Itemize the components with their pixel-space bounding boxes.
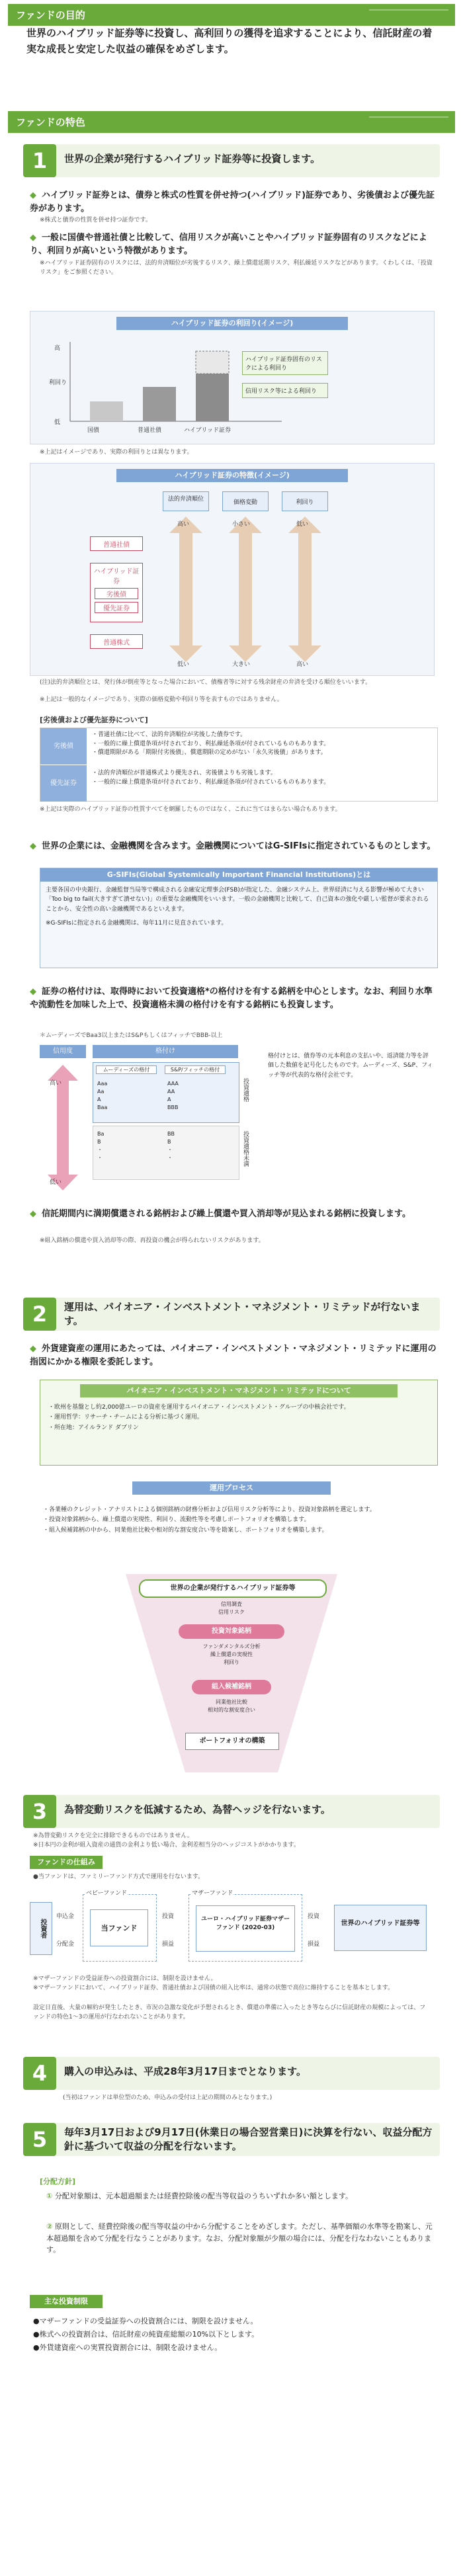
feature-5-title: 毎年3月17日および9月17日(休業日の場合翌営業日)に決算を行ない、収益分配方針に基づいて収益の分配を行ないます。 <box>64 2126 433 2152</box>
sub-pref-table <box>40 727 438 802</box>
table-source: ※上記は実際のハイブリッド証券の性質すべてを網羅したものではなく、これに当てはまらない場合もあります。 <box>40 806 341 813</box>
rating-sp-list: AAA AA A BBB <box>167 1081 179 1110</box>
table-row1-body <box>92 731 433 758</box>
scheme-diagram <box>30 1889 433 1968</box>
gsifi-note: ※G-SIFIsに指定される金融機関は、毎年11月に見直されています。 <box>46 920 228 927</box>
chart2-note: (注)法的弁済順位とは、発行体が倒産等となった場合において、債権者等に対する残余財産の弁済を受ける順位をいいます。 <box>40 679 372 686</box>
scheme-mother-frame <box>189 1890 302 1962</box>
scheme-dist: 分配金 <box>56 1941 75 1948</box>
feature-3-note-2: ※日本円の金利が組入資産の通貨の金利より低い場合、金利差相当分のヘッジコストがかかります。 <box>33 1842 300 1849</box>
feature-1-bullet-5: ◆ 信託期間内に満期償還される銘柄および繰上償還や買入消却等が見込まれる銘柄に投資します。 <box>30 1209 411 1219</box>
rating-hy-sp: BB B ・ ・ <box>167 1131 175 1161</box>
funnel-3b: 相対的な割安度合い <box>208 1707 255 1713</box>
features-heading: ファンドの特色 <box>8 111 455 133</box>
pioneer-line-2: ・運用哲学：リサーチ・チームによる分析に基づく運用。 <box>48 1414 203 1421</box>
table-row1-head: 劣後債 <box>40 728 87 765</box>
gsifi-box <box>40 868 438 968</box>
rating-hy-label: 投資適格未満 <box>242 1131 249 1167</box>
feature-1-bullet-1-note: ※株式と債券の性質を併せ持つ証券です。 <box>40 217 151 224</box>
funnel-step-4: ポートフォリオの構築 <box>185 1733 279 1750</box>
label-hybrid: ハイブリッド証券 <box>93 568 140 585</box>
scheme-apply: 申込金 <box>56 1913 75 1920</box>
scheme-text: ●当ファンドは、ファミリーファンド方式で運用を行ないます。 <box>33 1874 204 1880</box>
table-row2-body <box>92 769 433 787</box>
feature-2-number: 2 <box>23 1298 56 1331</box>
arrow3-top: 低い <box>296 521 309 528</box>
feature-1-bullet-4: ◆ 証券の格付けは、取得時において投資適格*の格付けを有する銘柄を中心とします。なお、利回り水準や流動性を加味した上で、投資適格未満の格付けを有する銘柄にも投資します。 <box>30 987 433 1010</box>
process-text <box>43 1505 427 1536</box>
funnel-2b: 繰上償還の実現性 <box>210 1651 253 1657</box>
label-subordinated: 劣後債 <box>95 588 138 599</box>
rating-hy-moody: Ba B ・ ・ <box>97 1131 105 1161</box>
feature-5-header <box>23 2123 440 2156</box>
chart1-cat-1: 国債 <box>87 427 100 434</box>
table-row2-line1: ・法的弁済順位が普通株式より優先され、劣後債よりも劣後します。 <box>92 770 276 776</box>
chart1-note-2: 信用リスク等による利回り <box>242 383 328 398</box>
feature-1-bullet-4-note: ＊ムーディーズでBaa3以上またはS&PもしくはフィッチでBBB-以上 <box>40 1032 223 1039</box>
scheme-note-1: ※マザーファンドの受益証券への投資割合には、制限を設けません。 <box>33 1975 217 1982</box>
hybrid-features-panel <box>30 463 435 676</box>
funnel-step-1-details <box>198 1600 265 1616</box>
arrow2-top: 小さい <box>232 521 251 528</box>
process-line-1: ・各業種のクレジット・アナリストによる個別銘柄の財務分析および信用リスク分析等により、投資対象銘柄を選定します。 <box>43 1507 376 1513</box>
purpose-text: 世界のハイブリッド証券等に投資し、高利回りの獲得を追求することにより、信託財産の着実な成長と安定した収益の確保をめざします。 <box>26 27 433 55</box>
feature-1-header <box>23 144 440 177</box>
gsifi-title: G-SIFIs(Global Systemically Important Financial Institutions)とは <box>40 868 437 882</box>
feature-1-bullet-5-note: ※組入銘柄の償還や買入消却等の際、再投資の機会が得られないリスクがあります。 <box>40 1237 265 1244</box>
feature-2-title: 運用は、パイオニア・インベストメント・マネジメント・リミテッドが行ないます。 <box>64 1301 421 1327</box>
pioneer-box-body <box>40 1401 437 1434</box>
col-price-change: 価格変動 <box>222 491 269 511</box>
funnel-step-3-details <box>192 1698 271 1714</box>
feature-4-header <box>23 2057 440 2090</box>
feature-3-title: 為替変動リスクを低減するため、為替ヘッジを行ないます。 <box>64 1804 331 1815</box>
feature-1-bullet-3: ◆ 世界の企業には、金融機関を含みます。金融機関についてはG-SIFIsに指定されているものとします。 <box>30 841 436 851</box>
table-row1-line1: ・普通社債に比べて、法的弁済順位が劣後した債券です。 <box>92 731 247 738</box>
feature-3-header <box>23 1795 440 1828</box>
bar-hybrid-premium <box>196 351 229 374</box>
funnel-2c: 利回り <box>224 1659 239 1665</box>
label-hybrid-group <box>90 563 143 622</box>
rating-moody-list: Aaa Aa A Baa <box>97 1081 108 1110</box>
chart1-cat-2: 普通社債 <box>138 427 162 434</box>
rating-invest-label: 投資適格 <box>242 1078 249 1102</box>
funnel-step-1: 世界の企業が発行するハイブリッド証券等 <box>139 1579 327 1598</box>
col-legal-priority: 法的弁済順位 <box>163 491 209 511</box>
arrow2-bottom: 大きい <box>232 661 251 668</box>
label-preferred: 優先証券 <box>95 602 138 613</box>
feature-1-number: 1 <box>23 144 56 177</box>
rating-sp-head: S&P/フィッチの格付 <box>165 1065 226 1074</box>
limits-title: 主な投資制限 <box>30 2295 103 2308</box>
funnel-1a: 信用調査 <box>221 1601 242 1607</box>
chart1-source: ※上記はイメージであり、実際の利回りとは異なります。 <box>40 449 193 456</box>
funnel-2a: ファンダメンタルズ分析 <box>202 1643 261 1649</box>
pioneer-line-3: ・所在地：アイルランド ダブリン <box>48 1424 139 1431</box>
limit-3: ●外貨建資産への実質投資割合には、制限を設けません。 <box>33 2343 222 2352</box>
chart1-low-label: 低 <box>54 419 61 426</box>
rating-moody-head: ムーディーズの格付 <box>96 1065 157 1074</box>
policy-title: [分配方針] <box>40 2177 76 2186</box>
feature-2-bullet-1: ◆ 外貨建資産の運用にあたっては、パイオニア・インベストメント・マネジメント・リミテッドに運用の指図にかかる権限を委託します。 <box>30 1344 437 1367</box>
label-corporate-bond: 普通社債 <box>90 536 143 551</box>
feature-1-bullet-1: ◆ ハイブリッド証券とは、債券と株式の性質を併せ持つ(ハイブリッド)証券であり、劣後債および優先証券があります。 <box>30 190 435 214</box>
label-common-stock: 普通株式 <box>90 634 143 649</box>
scheme-mother-label: マザーファンド <box>192 1888 233 1897</box>
purpose-heading: ファンドの目的 <box>8 4 455 26</box>
feature-4-number: 4 <box>23 2057 56 2090</box>
scheme-note-2: ※マザーファンドにおいて、ハイブリッド証券、普通社債および国債の組入比率は、通常の状態で高位に維持することを基本とします。 <box>33 1985 394 1991</box>
chart1-high-label: 高 <box>54 345 61 352</box>
rating-figure <box>40 1045 437 1197</box>
gsifi-text: 主要各国の中央銀行、金融監督当局等で構成される金融安定理事会(FSB)が指定した、金融システム上、世界経済に与える影響が極めて大きい「Too big to fail(大きすぎて潰せない)」の重要な金融機関をいいます。一般の金融機関と比較して、自己資本の強化や厳しい監督が要求されることから、安全性の高い金融機関であるといえます。 <box>46 887 429 913</box>
arrow3-bottom: 高い <box>296 661 309 668</box>
rating-col-credit: 信用度 <box>40 1045 86 1058</box>
col-yield: 利回り <box>282 491 328 511</box>
chart1-cat-3: ハイブリッド証券 <box>184 427 232 434</box>
funnel-step-2-details <box>192 1643 271 1667</box>
feature-4-title: 購入の申込みは、平成28年3月17日までとなります。 <box>64 2065 306 2077</box>
funnel-3a: 同業他社比較 <box>216 1699 247 1705</box>
rating-high: 高い <box>50 1080 62 1087</box>
table-row1-line3: ・償還期限がある「期限付劣後債」、償還期限の定めがない「永久劣後債」があります。 <box>92 749 327 756</box>
chart1-y-label: 利回り <box>49 380 67 386</box>
policy-item-2: ② 原則として、経費控除後の配当等収益の中から分配することをめざします。ただし、基準価額の水準等を勘案し、元本超過額を含めて分配を行なうことがあります。なお、分配対象額が少額の場合には、分配を行なわないこともあります。 <box>46 2222 433 2255</box>
scheme-profit-1: 損益 <box>162 1941 175 1948</box>
feature-4-note: (当初はファンドは単位型のため、申込みの受付は上記の期間のみとなります。) <box>63 2095 273 2101</box>
scheme-fund: 当ファンド <box>90 1909 148 1946</box>
arrow1-bottom: 低い <box>177 661 190 668</box>
feature-5-number: 5 <box>23 2123 56 2156</box>
yield-image-title: ハイブリッド証券の利回り(イメージ) <box>116 317 348 330</box>
process-title: 運用プロセス <box>132 1481 331 1495</box>
arrow1-top: 高い <box>177 521 190 528</box>
feature-3-number: 3 <box>23 1795 56 1828</box>
feature-1-bullet-2-note: ※ハイブリッド証券固有のリスクには、法的弁済順位が劣後するリスク、繰上償還延期リスク、利払繰延リスクなどがあります。くわしくは、「投資リスク」をご参照ください。 <box>40 260 433 276</box>
scheme-baby-label: ベビーファンド <box>86 1888 127 1897</box>
feature-arrows <box>163 517 335 662</box>
scheme-invest-1: 投資 <box>162 1913 175 1920</box>
feature-1-title: 世界の企業が発行するハイブリッド証券等に投資します。 <box>64 153 321 165</box>
rating-low: 低い <box>50 1179 62 1186</box>
bar-corporate <box>143 387 176 421</box>
limit-1: ●マザーファンドの受益証券への投資割合には、制限を設けません。 <box>33 2317 258 2325</box>
chart2-source: ※上記は一般的なイメージであり、実際の価格変動や利回り等を表すものではありません。 <box>40 696 283 703</box>
rating-high-yield <box>93 1126 239 1180</box>
scheme-invest-2: 投資 <box>308 1913 320 1920</box>
pioneer-box <box>40 1380 438 1466</box>
yield-image-chart <box>44 335 421 441</box>
scheme-investor: 投資者 <box>30 1902 52 1955</box>
scheme-profit-2: 損益 <box>308 1941 320 1948</box>
chart1-note-1: ハイブリッド証券固有のリスクによる利回り <box>242 351 328 375</box>
scheme-target: 世界のハイブリッド証券等 <box>334 1905 427 1951</box>
process-line-2: ・投資対象銘柄から、繰上償還の実現性、利回り、流動性等を考慮しポートフォリオを構築します。 <box>43 1517 310 1524</box>
funnel-step-3: 組入候補銘柄 <box>192 1680 271 1694</box>
rating-description: 格付けとは、債券等の元本利息の支払いや、返済能力等を評価した数値を記号化したものです。ムーディーズ、S&P、フィッチ等が代表的な格付会社です。 <box>268 1053 433 1079</box>
scheme-title: ファンドの仕組み <box>30 1856 103 1869</box>
feature-2-header <box>23 1298 440 1331</box>
rating-col-grade: 格付け <box>93 1045 238 1058</box>
table-row2-head: 優先証券 <box>40 765 87 802</box>
funnel-1b: 信用リスク <box>218 1609 245 1615</box>
scheme-baby-frame <box>83 1890 157 1962</box>
pioneer-box-title: パイオニア・インベストメント・マネジメント・リミテッドについて <box>80 1384 398 1397</box>
bar-hybrid-base <box>196 374 229 421</box>
limits-list <box>33 2315 430 2354</box>
table-row2-line2: ・一般的に繰上償還条項が付されており、利払繰延条項が付されているものもあります。 <box>92 778 330 786</box>
table-row1-line2: ・一般的に繰上償還条項が付されており、利払繰延条項が付されているものもあります。 <box>92 740 330 747</box>
table-title: [劣後債および優先証券について] <box>40 716 148 724</box>
funnel-step-2: 投資対象銘柄 <box>179 1624 284 1639</box>
policy-item-1: ① 分配対象額は、元本超過額または経費控除後の配当等収益のうちいずれか多い額とします。 <box>46 2192 353 2200</box>
pioneer-line-1: ・欧州を基盤とし約2,000億ユーロの資産を運用するパイオニア・インベストメント・グループの中核会社です。 <box>48 1404 350 1411</box>
scheme-mother-name: ユーロ・ハイブリッド証券マザーファンド (2020-03) <box>196 1905 295 1952</box>
hybrid-features-title: ハイブリッド証券の特徴(イメージ) <box>116 469 348 482</box>
scheme-note-3: 設定日直後、大量の解約が発生したとき、市況の急激な変化が予想されるとき、償還の準備に入ったとき等ならびに信託財産の規模によっては、ファンドの特色1～3の運用が行なわれないことがあります。 <box>33 2005 426 2020</box>
process-line-3: ・組入候補銘柄の中から、同業他社比較や相対的な割安度合い等を勘案し、ポートフォリオを構築します。 <box>43 1526 328 1534</box>
yield-image-panel <box>30 311 435 444</box>
rating-invest-grade <box>93 1062 239 1123</box>
bar-government <box>90 401 123 421</box>
feature-1-bullet-2: ◆ 一般に国債や普通社債と比較して、信用リスクが高いことやハイブリッド証券固有のリスクなどにより、利回りが高いという特徴があります。 <box>30 233 427 256</box>
limit-2: ●株式への投資割合は、信託財産の純資産総額の10%以下とします。 <box>33 2329 259 2339</box>
feature-3-note-1: ※為替変動リスクを完全に排除できるものではありません。 <box>33 1833 193 1839</box>
